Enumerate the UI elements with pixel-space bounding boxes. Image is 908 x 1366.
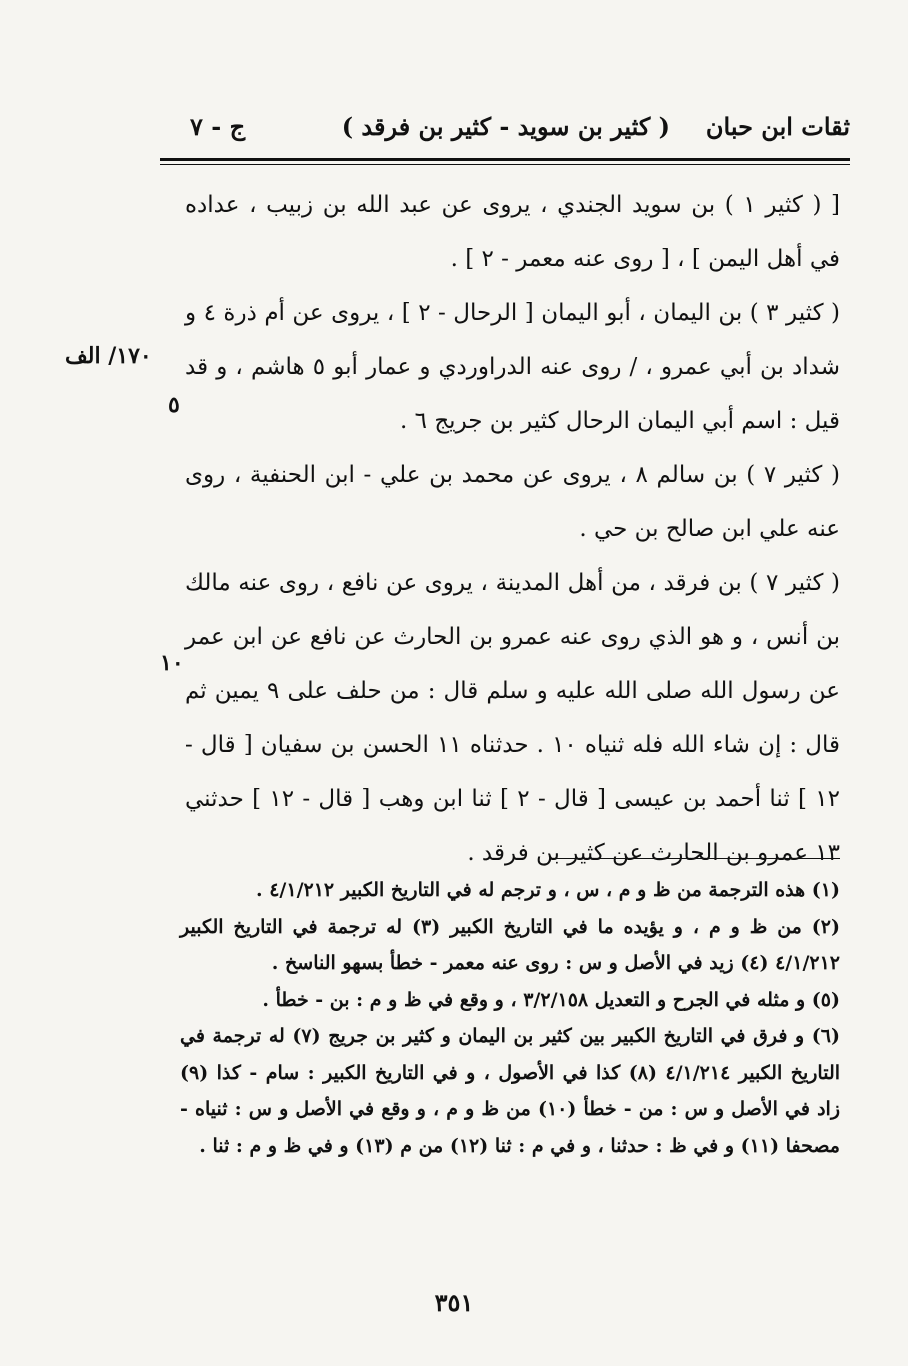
line-number-10: ١٠ (160, 650, 184, 676)
entry-kathir-ibn-farqad: ( كثير ٧ ) بن فرقد ، من أهل المدينة ، يروى عن نافع ، روى عنه مالك بن أنس ، و هو الذي روى عنه عمرو بن الحارث عن نافع عن ابن عمر عن رسول الله صلى الله عليه و سلم قال : من حلف على ٩ يمين ثم قال : إن شاء الله فله ثنياه ١٠ . حدثناه ١١ الحسن بن سفيان [ قال - ١٢ ] ثنا أحمد بن عيسى [ قال - ٢ ] ثنا ابن وهب [ قال - ١٢ ] حدثني ١٣ عمرو بن الحارث عن كثير بن فرقد . (185, 570, 841, 866)
section-title: ( كثير بن سويد - كثير بن فرقد ) (341, 112, 670, 141)
page-number: ٣٥١ (434, 1288, 474, 1317)
book-title: ثقات ابن حبان (705, 112, 850, 141)
footnote-separator (555, 858, 840, 859)
footnotes (180, 872, 840, 1164)
line-number-5: ٥ (168, 392, 180, 418)
footnote: (٢) من ظ و م ، و يؤيده ما في التاريخ الكبير (٣) له ترجمة في التاريخ الكبير ٤/١/٢١٢ (٤) زيد في الأصل و س : روى عنه معمر - خطأ بسهو الناسخ . (180, 915, 840, 974)
entry-kathir-ibn-al-yaman: ( كثير ٣ ) بن اليمان ، أبو اليمان [ الرحال - ٢ ] ، يروى عن أم ذرة ٤ و شداد بن أبي عمرو ، / روى عنه الدراوردي و عمار أبو ٥ هاشم ، و قد قيل : اسم أبي اليمان الرحال كثير بن جريج ٦ . (185, 300, 840, 434)
main-text (185, 178, 840, 880)
footnote: (٥) و مثله في الجرح و التعديل ٣/٢/١٥٨ ، و وقع في ظ و م : بن - خطأ . (262, 988, 840, 1011)
volume-label: ج - ٧ (190, 112, 246, 141)
running-header (150, 112, 850, 152)
header-rule-thick (160, 158, 850, 161)
footnote: (١) هذه الترجمة من ظ و م ، س ، و ترجم له في التاريخ الكبير ٤/١/٢١٢ . (255, 879, 840, 901)
folio-marker: ١٧٠/ الف (65, 343, 152, 369)
footnote: (٦) و فرق في التاريخ الكبير بين كثير بن اليمان و كثير بن جريج (٧) له ترجمة في التاريخ الكبير ٤/١/٢١٤ (٨) كذا في الأصول ، و في التاريخ الكبير : سام - كذا (٩) زاد في الأصل و س : من - خطأ (١٠) من ظ و م ، و وقع في الأصل و س : ثنياه - مصحفا (١١) و في ظ : حدثنا ، و في م : ثنا (١٢) من م (١٣) و في ظ و م : ثنا . (180, 1025, 841, 1157)
entry-kathir-ibn-suwayd: [ ( كثير ١ ) بن سويد الجندي ، يروى عن عبد الله بن زبيب ، عداده في أهل اليمن ] ، [ روى عنه معمر - ٢ ] . (185, 192, 840, 272)
entry-kathir-ibn-salim: ( كثير ٧ ) بن سالم ٨ ، يروى عن محمد بن علي - ابن الحنفية ، روى عنه علي ابن صالح بن حي . (185, 462, 840, 542)
header-rule-thin (160, 164, 850, 165)
